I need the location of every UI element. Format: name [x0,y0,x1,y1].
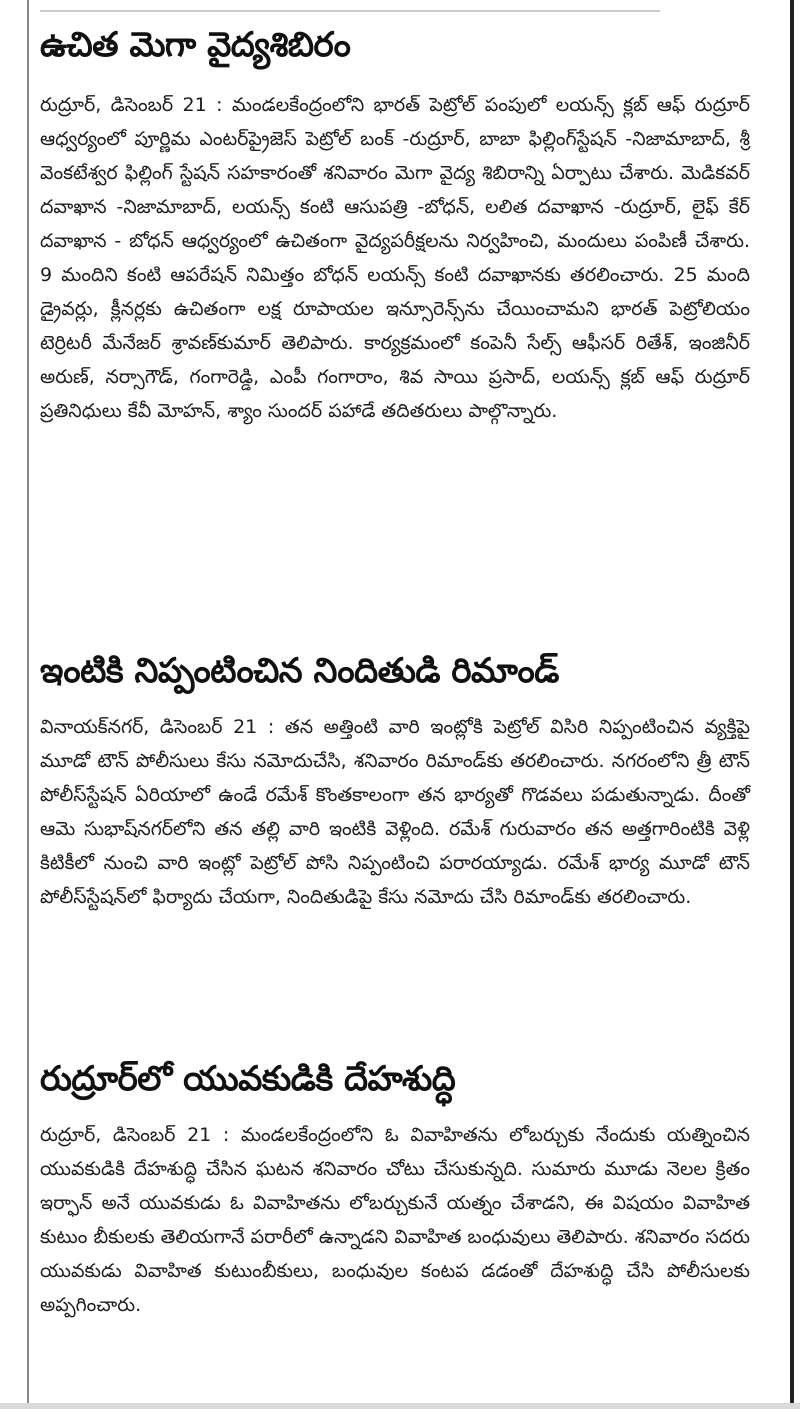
clipping-bottom-edge [0,1403,800,1409]
article-dateline: రుద్రూర్, డిసెంబర్ 21 : [40,94,223,116]
article-arson-remand [40,648,750,914]
article-headline: ఉచిత మెగా వైద్యశిబిరం [40,25,351,65]
clipping-left-edge [27,0,29,1409]
article-body [40,710,750,914]
article-youth-thrashed [40,1056,750,1322]
article-dateline: వినాయక్‌నగర్, డిసెంబర్ 21 : [40,716,275,738]
article-medical-camp [40,22,750,428]
article-body [40,1118,750,1322]
article-headline: రుద్రూర్‌లో యువకుడికి దేహశుద్ధి [40,1059,456,1099]
cut-off-previous-line [40,0,660,12]
article-text: మండలకేంద్రంలోని ఓ వివాహితను లోబర్చుకు నేందుకు యత్నించిన యువకుడికి దేహశుద్ధి చేసిన ఘటన శనివారం చోటు చేసుకున్నది. సుమారు మూడు నెలల క్రితం ఇర్ఫాన్ అనే యువకుడు ఓ వివాహితను లోబర్చుకునే యత్నం చేశాడని, ఈ విషయం వివాహిత కుటుం బీకులకు తెలియగానే పరారీలో ఉన్నాడని వివాహిత బంధువులు తెలిపారు. శనివారం సదరు యువకుడు వివాహిత కుటుంబీకులు, బంధువుల కంటప డడంతో దేహశుద్ధి చేసి పోలీసులకు అప్పగించారు. [40,1124,751,1316]
article-text: తన అత్తింటి వారి ఇంట్లోకి పెట్రోల్ విసిరి నిప్పంటించిన వ్యక్తిపై మూడో టౌన్ పోలీసులు కేసు నమోదుచేసి, శనివారం రిమాండ్‌కు తరలించారు. నగరంలోని త్రీ టౌన్ పోలీస్‌స్టేషన్ ఏరియాలో ఉండే రమేశ్ కొంతకాలంగా తన భార్యతో గొడవలు పడుతున్నాడు. దీంతో ఆమె సుభాష్‌నగర్‌లోని తన తల్లి వారి ఇంటికి వెళ్లింది. రమేశ్ గురువారం తన అత్తగారింటికి వెళ్లి కిటికీలో నుంచి వారి ఇంట్లో పెట్రోల్ పోసి నిప్పంటించి పరారయ్యాడు. రమేశ్ భార్య మూడో టౌన్ పోలీస్‌స్టేషన్‌లో ఫిర్యాదు చేయగా, నిందితుడిపై కేసు నమోదు చేసి రిమాండ్‌కు తరలించారు. [40,716,750,908]
article-headline: ఇంటికి నిప్పంటించిన నిందితుడి రిమాండ్ [40,651,559,691]
article-dateline: రుద్రూర్, డిసెంబర్ 21 : [40,1124,230,1146]
article-body [40,88,750,428]
article-text: మండలకేంద్రంలోని భారత్ పెట్రోల్ పంపులో లయన్స్ క్లబ్ ఆఫ్ రుద్రూర్ ఆధ్వర్యంలో పూర్ణిమ ఎంటర్‌ప్రైజెస్ పెట్రోల్ బంక్ -రుద్రూర్, బాబా ఫిల్లింగ్‌స్టేషన్ -నిజామాబాద్, శ్రీ వెంకటేశ్వర ఫిల్లింగ్ స్టేషన్ సహకారంతో శనివారం మెగా వైద్య శిబిరాన్ని ఏర్పాటు చేశారు. మెడికవర్ దవాఖాన -నిజామాబాద్, లయన్స్ కంటి ఆసుపత్రి -బోధన్, లలిత దవాఖాన -రుద్రూర్, లైఫ్ కేర్ దవాఖాన - బోధన్ ఆధ్వర్యంలో ఉచితంగా వైద్యపరీక్షలను నిర్వహించి, మందులు పంపిణీ చేశారు. 9 మందిని కంటి ఆపరేషన్ నిమిత్తం బోధన్ లయన్స్ కంటి దవాఖానకు తరలించారు. 25 మంది డ్రైవర్లు, క్లీనర్లకు ఉచితంగా లక్ష రూపాయల ఇన్సూరెన్స్‌ను చేయించామని భారత్ పెట్రోలియం టెర్రిటరీ మేనేజర్ శ్రావణ్‌కుమార్ తెలిపారు. కార్యక్రమంలో కంపెనీ సేల్స్ ఆఫీసర్ రితేశ్, ఇంజినీర్ అరుణ్, నర్సాగౌడ్, గంగారెడ్డి, ఎంపీ గంగారాం, శివ సాయి ప్రసాద్, లయన్స్ క్లబ్ ఆఫ్ రుద్రూర్ ప్రతినిధులు కేవీ మోహన్, శ్యాం సుందర్ పహాడే తదితరులు పాల్గొన్నారు. [40,94,751,422]
clipping-right-edge [790,0,794,1409]
